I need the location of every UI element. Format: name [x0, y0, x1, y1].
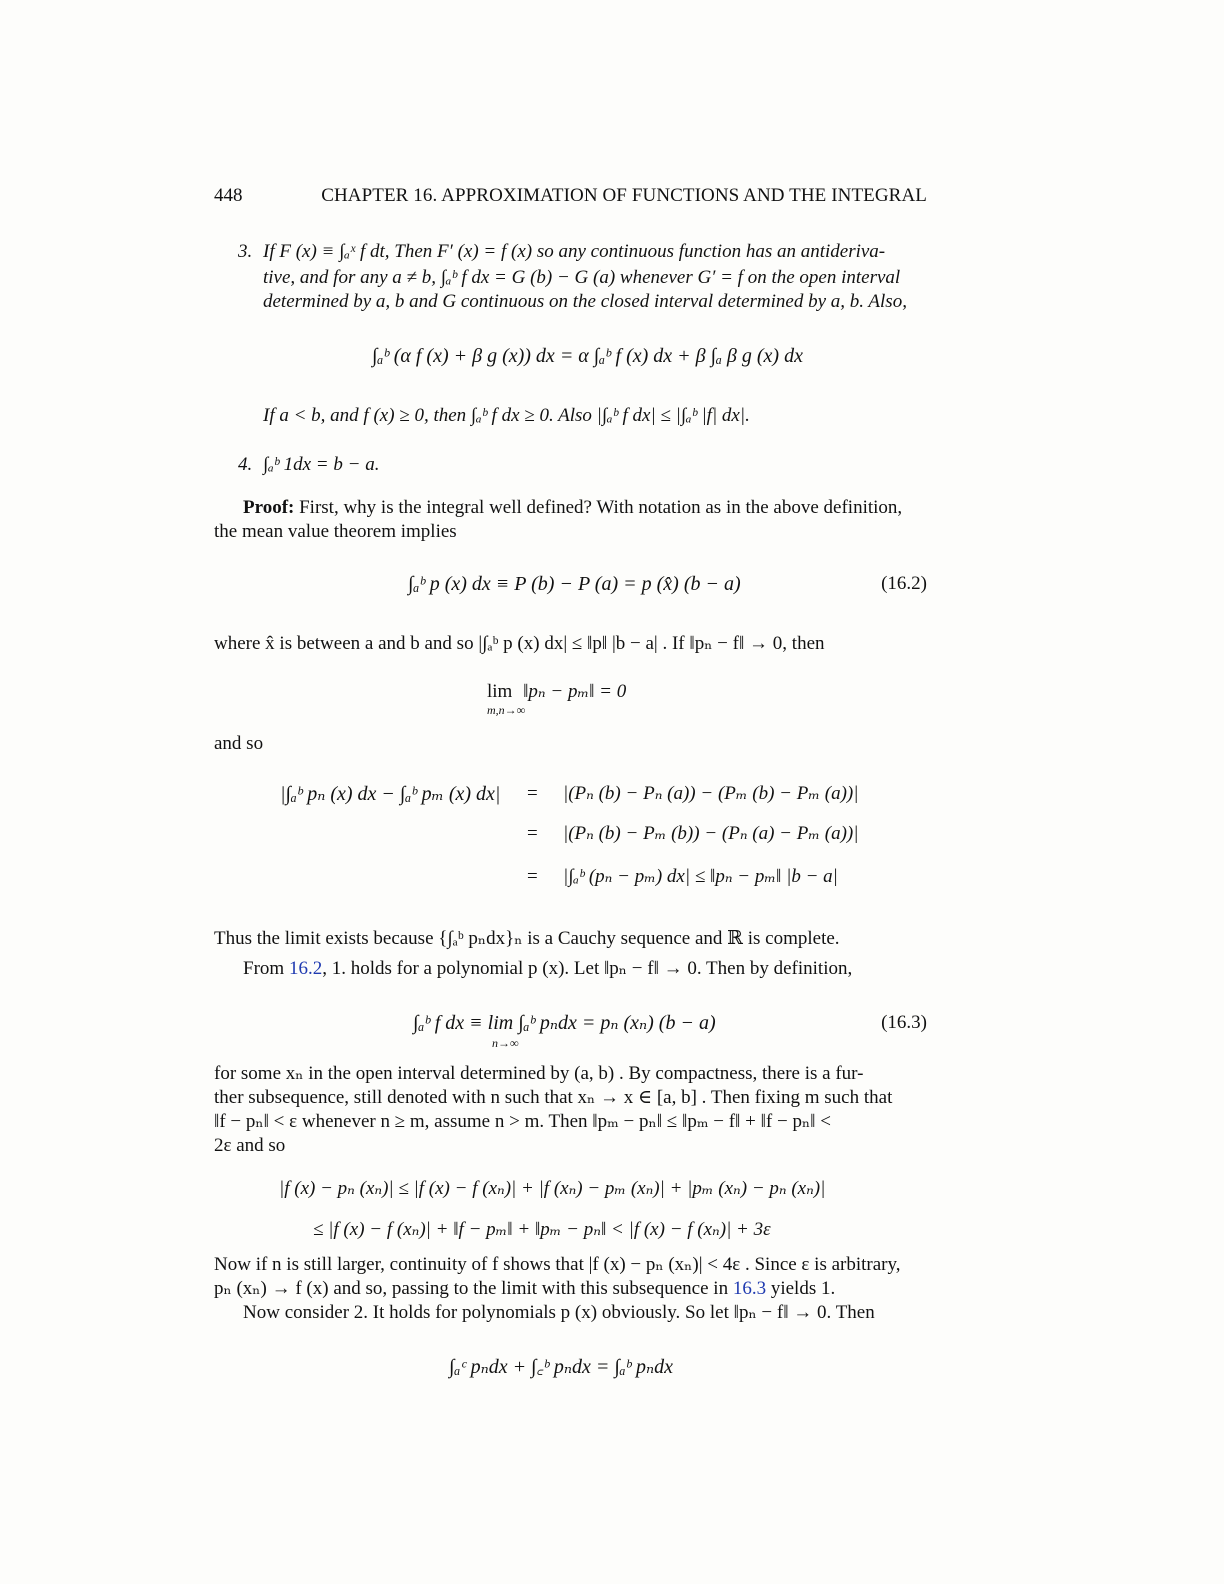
compactness-line-2: ther subsequence, still denoted with n such that xₙ → x ∈ [a, b] . Then fixing m such that — [214, 1087, 893, 1108]
aligned-rhs-3: |∫ₐᵇ (pₙ − pₘ) dx| ≤ ‖pₙ − pₘ‖ |b − a| — [563, 866, 838, 887]
item-3-line-3: determined by a, b and G continuous on the closed interval determined by a, b. Also, — [263, 291, 907, 312]
aligned-eq-1: = — [527, 783, 538, 804]
eq-16-3-link[interactable]: 16.3 — [732, 1278, 767, 1299]
from-prefix: From — [243, 958, 289, 979]
item-3-line-2: tive, and for any a ≠ b, ∫ₐᵇ f dx = G (b) − G (a) whenever G′ = f on the open interval — [263, 267, 901, 288]
compactness-line-3: ‖f − pₙ‖ < ε whenever n ≥ m, assume n > m. Then ‖pₘ − pₙ‖ ≤ ‖pₘ − f‖ + ‖f − pₙ‖ < — [214, 1111, 831, 1132]
where-line: where x̂ is between a and b and so |∫ₐᵇ p (x) dx| ≤ ‖p‖ |b − a| . If ‖pₙ − f‖ → 0, then — [214, 633, 825, 654]
equation-16-3-subscript: n→∞ — [492, 1036, 519, 1050]
limit-subscript: m,n→∞ — [487, 703, 526, 717]
limit-expression: ‖pₙ − pₘ‖ = 0 — [523, 681, 627, 702]
inequality-line-2: ≤ |f (x) − f (xₙ)| + ‖f − pₘ‖ + ‖pₘ − pₙ‖ < |f (x) − f (xₙ)| + 3ε — [313, 1219, 771, 1240]
item-4-number: 4. — [238, 454, 253, 475]
aligned-eq-2: = — [527, 823, 538, 844]
proof-label: Proof: — [243, 497, 295, 518]
from-line — [243, 957, 852, 981]
and-so-text: and so — [214, 733, 264, 754]
aligned-lhs: |∫ₐᵇ pₙ (x) dx − ∫ₐᵇ pₘ (x) dx| — [280, 783, 501, 805]
linearity-equation: ∫ₐᵇ (α f (x) + β g (x)) dx = α ∫ₐᵇ f (x) dx + β ∫ₐ β g (x) dx — [372, 345, 803, 367]
aligned-rhs-1: |(Pₙ (b) − Pₙ (a)) − (Pₘ (b) − Pₘ (a))| — [563, 783, 859, 804]
page-number: 448 — [214, 185, 243, 206]
chapter-title: CHAPTER 16. APPROXIMATION OF FUNCTIONS AND THE INTEGRAL — [321, 185, 927, 206]
compactness-line-4: 2ε and so — [214, 1135, 286, 1156]
equation-16-3: ∫ₐᵇ f dx ≡ lim ∫ₐᵇ pₙdx = pₙ (xₙ) (b − a) — [413, 1012, 716, 1034]
proof-first-line — [243, 496, 902, 520]
equation-number-16-3: (16.3) — [881, 1012, 927, 1033]
continuity-suffix: yields 1. — [766, 1278, 836, 1299]
item-3-number: 3. — [238, 241, 253, 262]
proof-line-1: First, why is the integral well defined? With notation as in the above definition, — [299, 497, 903, 518]
continuity-line-2 — [214, 1277, 835, 1301]
equation-16-2: ∫ₐᵇ p (x) dx ≡ P (b) − P (a) = p (x̂) (b − a) — [408, 573, 741, 595]
limit-operator: lim — [487, 681, 513, 702]
continuity-prefix: pₙ (xₙ) → f (x) and so, passing to the limit with this subsequence in — [214, 1278, 733, 1299]
consider-line: Now consider 2. It holds for polynomials p (x) obviously. So let ‖pₙ − f‖ → 0. Then — [243, 1302, 875, 1323]
additivity-equation: ∫ₐᶜ pₙdx + ∫꜀ᵇ pₙdx = ∫ₐᵇ pₙdx — [449, 1356, 674, 1378]
thus-line: Thus the limit exists because {∫ₐᵇ pₙdx}ₙ is a Cauchy sequence and ℝ is complete. — [214, 928, 840, 949]
compactness-line-1: for some xₙ in the open interval determined by (a, b) . By compactness, there is a fur- — [214, 1063, 864, 1084]
running-header — [214, 184, 927, 210]
proof-line-2: the mean value theorem implies — [214, 521, 457, 542]
aligned-rhs-2: |(Pₙ (b) − Pₘ (b)) − (Pₙ (a) − Pₘ (a))| — [563, 823, 859, 844]
from-suffix: , 1. holds for a polynomial p (x). Let ‖pₙ − f‖ → 0. Then by definition, — [322, 958, 853, 979]
eq-16-2-link[interactable]: 16.2 — [288, 958, 323, 979]
item-4-text: ∫ₐᵇ 1dx = b − a. — [263, 454, 380, 475]
item-3-line-1: If F (x) ≡ ∫ₐˣ f dt, Then F′ (x) = f (x) so any continuous function has an antideriva- — [263, 241, 886, 262]
inequality-line-1: |f (x) − pₙ (xₙ)| ≤ |f (x) − f (xₙ)| + |f (xₙ) − pₘ (xₙ)| + |pₘ (xₙ) − pₙ (xₙ)| — [279, 1178, 826, 1199]
continuity-line-1: Now if n is still larger, continuity of f shows that |f (x) − pₙ (xₙ)| < 4ε . Since ε is arbitrary, — [214, 1254, 901, 1275]
item-3-line-4: If a < b, and f (x) ≥ 0, then ∫ₐᵇ f dx ≥ 0. Also |∫ₐᵇ f dx| ≤ |∫ₐᵇ |f| dx|. — [263, 405, 750, 426]
equation-number-16-2: (16.2) — [881, 573, 927, 594]
aligned-eq-3: = — [527, 866, 538, 887]
